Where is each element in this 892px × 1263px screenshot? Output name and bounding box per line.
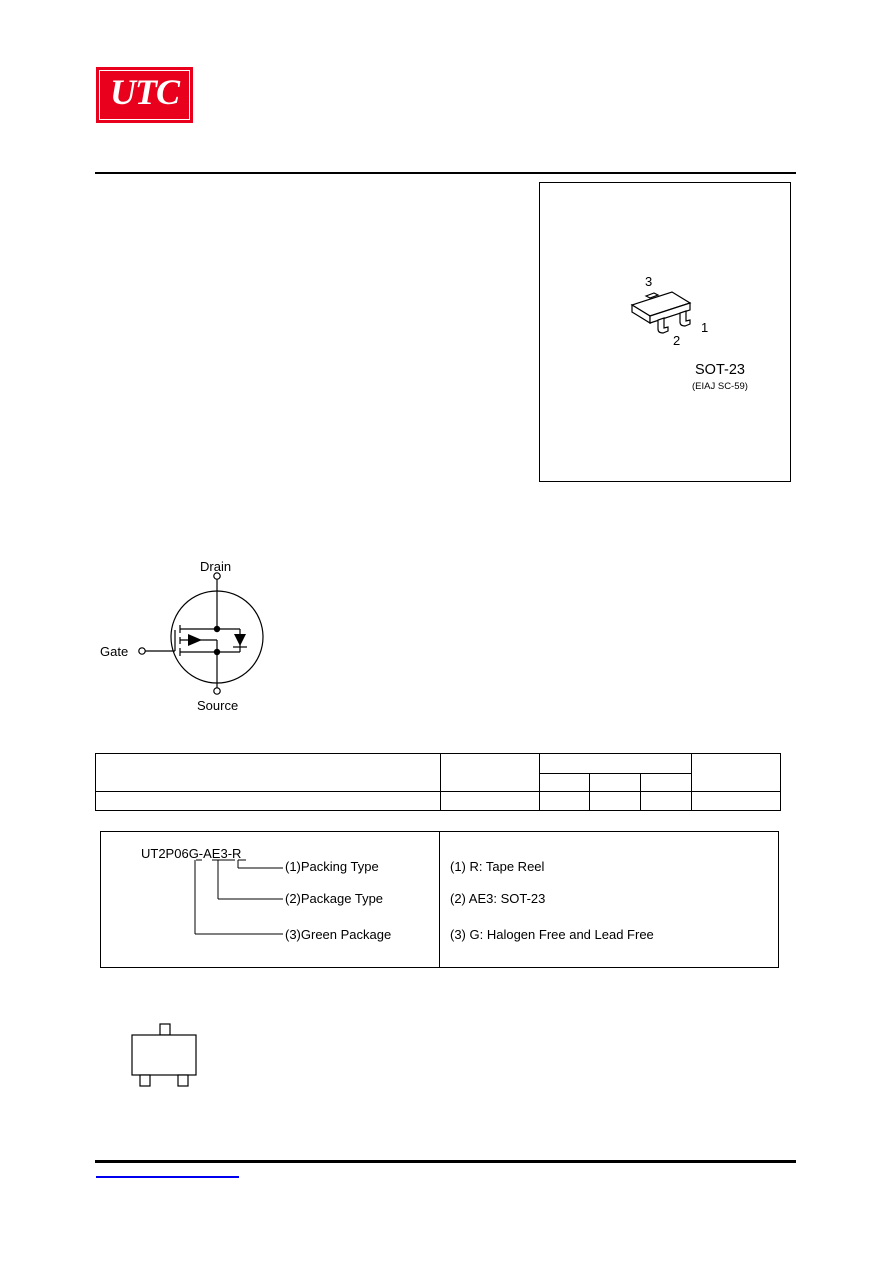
- drain-label: Drain: [200, 559, 232, 574]
- field-desc-green-package: (3) G: Halogen Free and Lead Free: [450, 927, 654, 942]
- table-divider: [96, 791, 780, 792]
- field-desc-package-type: (2) AE3: SOT-23: [450, 891, 546, 906]
- pin-1-label: 1: [701, 320, 709, 335]
- logo-text: UTC: [110, 72, 179, 112]
- footer-rule: [95, 1160, 796, 1163]
- sot23-marking-outline-icon: [125, 1020, 205, 1090]
- table-divider: [691, 754, 692, 810]
- pmos-symbol-diagram: [130, 560, 280, 700]
- ordering-info-table: [95, 753, 781, 811]
- package-standard: (EIAJ SC-59): [692, 381, 748, 392]
- company-logo: [96, 67, 193, 123]
- package-name: SOT-23: [695, 362, 745, 378]
- header-rule: [95, 172, 796, 174]
- pin-3-label: 3: [645, 274, 653, 289]
- table-divider: [539, 773, 691, 774]
- field-desc-packing-type: (1) R: Tape Reel: [450, 859, 545, 874]
- table-divider: [440, 754, 441, 810]
- field-label-packing-type: (1)Packing Type: [285, 859, 379, 874]
- decoder-divider: [439, 832, 440, 967]
- website-link[interactable]: [96, 1176, 239, 1178]
- source-label: Source: [197, 698, 239, 713]
- gate-label: Gate: [100, 644, 129, 659]
- pin-2-label: 2: [673, 333, 681, 348]
- decoder-leader-lines: [190, 858, 290, 940]
- field-label-green-package: (3)Green Package: [285, 927, 392, 942]
- field-label-package-type: (2)Package Type: [285, 891, 384, 906]
- part-number: UT2P06G-AE3-R: [141, 846, 242, 861]
- sot23-package-icon: [620, 285, 720, 345]
- table-divider: [539, 754, 540, 810]
